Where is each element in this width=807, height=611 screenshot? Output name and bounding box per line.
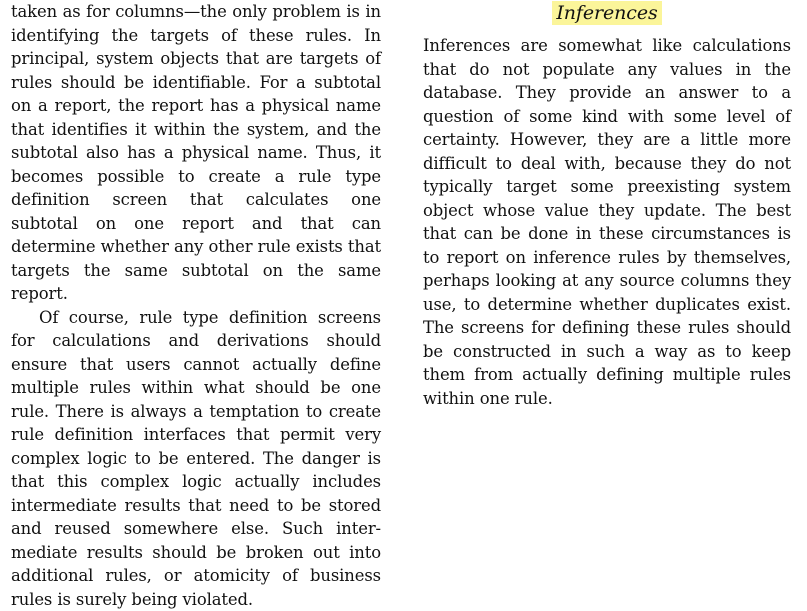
section-heading-inferences: Inferences: [552, 1, 661, 25]
right-column: [423, 0, 791, 410]
left-paragraph-2: Of course, rule type definition screens for calculations and derivations should ensure that users cannot actually define multiple rules within what should be one rule. There is always a temptation to create rule definition interfaces that permit very complex logic to be entered. The danger is that this complex logic actually includes intermediate results that need to be stored and reused somewhere else. Such inter-mediate results should be broken out into additional rules, or atomicity of business rules is surely being violated.: [11, 306, 381, 611]
left-paragraph-1: taken as for columns—the only problem is in identifying the targets of these rules. In principal, system objects that are targets of rules should be identifiable. For a subtotal on a report, the report has a physical name that identifies it within the system, and the subtotal also has a physical name. Thus, it becomes possible to create a rule type definition screen that calculates one subtotal on one report and that can determine whether any other rule exists that targets the same subtotal on the same report.: [11, 0, 381, 306]
right-paragraph-1: Inferences are somewhat like calculations that do not populate any values in the database. They provide an answer to a question of some kind with some level of certainty. However, they are a little more difficult to deal with, because they do not typically target some preexisting system object whose value they update. The best that can be done in these circumstances is to report on inference rules by themselves, perhaps looking at any source columns they use, to determine whether duplicates exist. The screens for defining these rules should be constructed in such a way as to keep them from actually defining multiple rules within one rule.: [423, 34, 791, 410]
left-column: [11, 0, 381, 611]
section-heading-wrap: [423, 0, 791, 34]
